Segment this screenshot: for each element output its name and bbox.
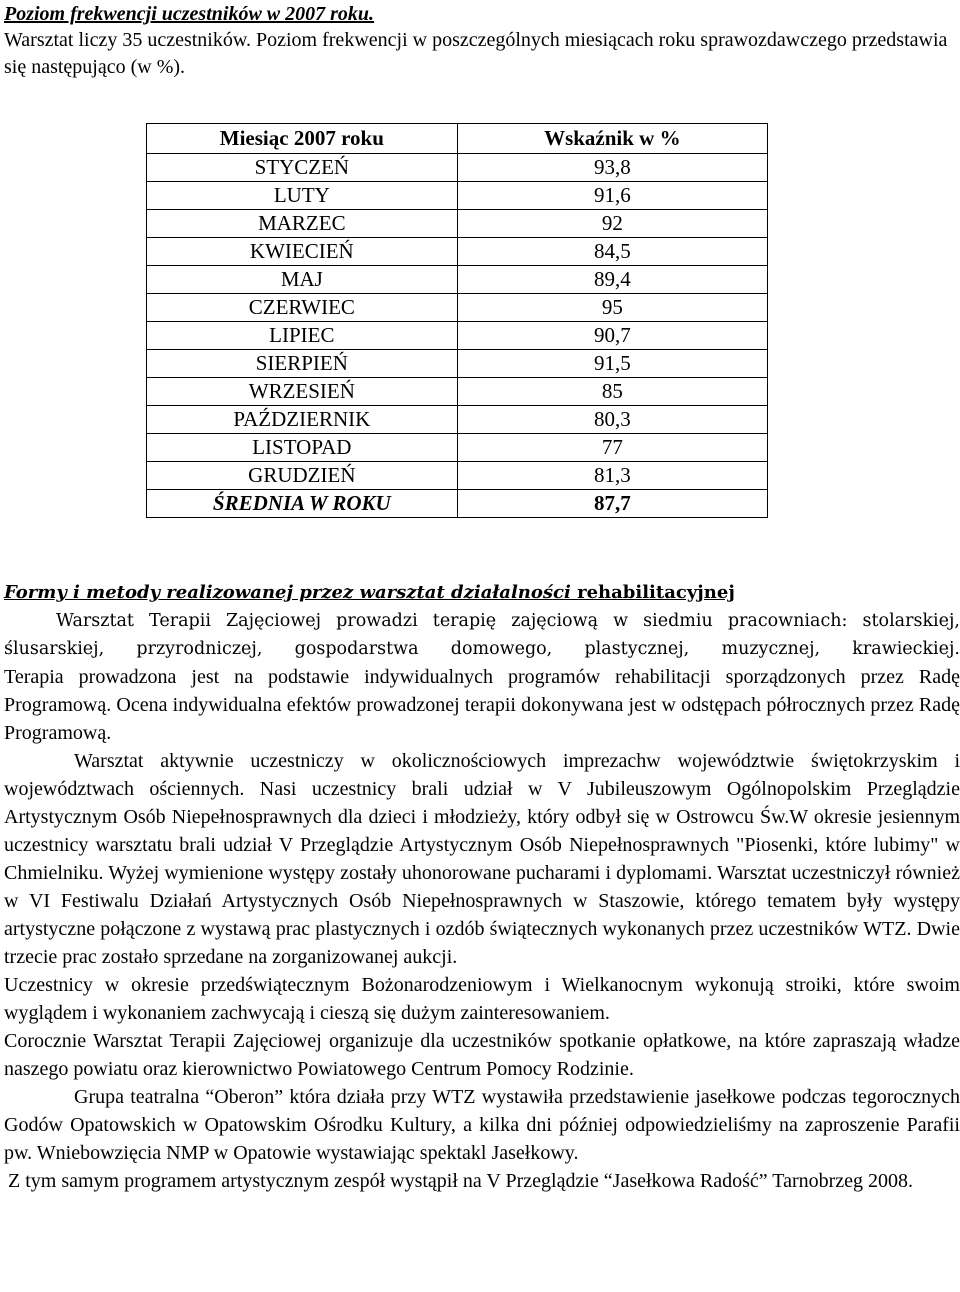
table-row (147, 350, 768, 378)
intro-paragraph: Warsztat liczy 35 uczestników. Poziom frekwencji w poszczególnych miesiącach roku sprawozdawczego przedstawia się następująco (w %). (4, 29, 948, 78)
value-cell: 91,6 (457, 182, 767, 210)
table-average-row (147, 490, 768, 518)
table-row (147, 322, 768, 350)
attendance-table-wrapper (146, 123, 768, 518)
paragraph-theatre: Grupa teatralna “Oberon” która działa przy WTZ wystawiła przedstawienie jasełkowe podczas tegorocznych Godów Opatowskich w Opatowskim Ośrodku Kultury, a kilka dni później odpowiedzieliśmy na zaproszenie Parafii pw. Wniebowzięcia NMP w Opatowie wystawiając spektakl Jasełkowy. (4, 1086, 960, 1164)
month-cell: KWIECIEŃ (147, 238, 458, 266)
value-cell: 77 (457, 434, 767, 462)
month-cell: STYCZEŃ (147, 154, 458, 182)
table-row (147, 378, 768, 406)
value-cell: 90,7 (457, 322, 767, 350)
value-cell: 95 (457, 294, 767, 322)
column-header-month: Miesiąc 2007 roku (147, 124, 458, 154)
paragraph-therapy (4, 663, 960, 747)
section-heading-part1: Formy i metody realizowanej przez warsztat działalności (4, 582, 578, 603)
value-cell: 89,4 (457, 266, 767, 294)
section-heading-part2: rehabilitacyjnej (577, 582, 735, 603)
table-row (147, 238, 768, 266)
month-cell: GRUDZIEŃ (147, 462, 458, 490)
table-row (147, 266, 768, 294)
table-header-row (147, 124, 768, 154)
paragraph-decorations: Uczestnicy w okresie przedświątecznym Bożonarodzeniowym i Wielkanocnym wykonują stroiki, które swoim wyglądem i wykonaniem zachwycają i cieszą się dużym zainteresowaniem. (4, 974, 960, 1024)
paragraph-events: Warsztat aktywnie uczestniczy w okolicznościowych imprezachw województwie świętokrzyskim i województwach ościennych. Nasi uczestnicy brali udział w V Jubileuszowym Ogólnopolskim Przeglądzie Artystycznym Osób Niepełnosprawnych dla dzieci i młodzieży, który odbył się w Ostrowcu Św.W okresie jesiennym uczestnicy warsztatu brali udział V Przeglądzie Artystycznym Osób Niepełnosprawnych "Piosenki, które lubimy" w Chmielniku. Wyżej wymienione występy zostały uhonorowane pucharami i dyplomami. Warsztat uczestniczył również w VI Festiwalu Działań Artystycznych Osób Niepełnosprawnych w Staszowie, którego tematem były występy artystyczne połączone z wystawą prac plastycznych i ozdób świątecznych wykonanych przez uczestników WTZ. Dwie trzecie prac zostało sprzedane na zorganizowanej aukcji. (4, 750, 960, 968)
value-cell: 84,5 (457, 238, 767, 266)
value-cell: 85 (457, 378, 767, 406)
paragraph-wafer-meeting: Corocznie Warsztat Terapii Zajęciowej organizuje dla uczestników spotkanie opłatkowe, na które zapraszają władze naszego powiatu oraz kierownictwo Powiatowego Centrum Pomocy Rodzinie. (4, 1030, 960, 1080)
table-row (147, 154, 768, 182)
month-cell: LIPIEC (147, 322, 458, 350)
month-cell: MARZEC (147, 210, 458, 238)
value-cell: 92 (457, 210, 767, 238)
month-cell: SIERPIEŃ (147, 350, 458, 378)
table-row (147, 434, 768, 462)
table-row (147, 210, 768, 238)
table-row (147, 406, 768, 434)
paragraph-festival: Z tym samym programem artystycznym zespół wystąpił na V Przeglądzie “Jasełkowa Radość” Tarnobrzeg 2008. (8, 1170, 914, 1192)
table-row (147, 462, 768, 490)
attendance-heading: Poziom frekwencji uczestników w 2007 roku. (4, 3, 375, 25)
table-row (147, 182, 768, 210)
month-cell: LUTY (147, 182, 458, 210)
average-value-cell: 87,7 (457, 490, 767, 518)
month-cell: WRZESIEŃ (147, 378, 458, 406)
average-label-cell: ŚREDNIA W ROKU (147, 490, 458, 518)
month-cell: CZERWIEC (147, 294, 458, 322)
value-cell: 80,3 (457, 406, 767, 434)
attendance-table (146, 123, 768, 518)
table-row (147, 294, 768, 322)
month-cell: LISTOPAD (147, 434, 458, 462)
section-heading (4, 579, 960, 607)
value-cell: 81,3 (457, 462, 767, 490)
month-cell: MAJ (147, 266, 458, 294)
paragraph-therapy-text: Terapia prowadzona jest na podstawie indywidualnych programów rehabilitacji sporządzonych przez Radę Programową. Ocena indywidualna efektów prowadzonej terapii dokonywana jest w odstępach półrocznych przez Radę Programową. (4, 666, 960, 744)
column-header-value: Wskaźnik w % (457, 124, 767, 154)
value-cell: 93,8 (457, 154, 767, 182)
value-cell: 91,5 (457, 350, 767, 378)
paragraph-workshops: Warsztat Terapii Zajęciowej prowadzi terapię zajęciową w siedmiu pracowniach: stolarskiej, ślusarskiej, przyrodniczej, gospodarstwa domowego, plastycznej, muzycznej, krawieckiej. (4, 611, 960, 659)
month-cell: PAŹDZIERNIK (147, 406, 458, 434)
